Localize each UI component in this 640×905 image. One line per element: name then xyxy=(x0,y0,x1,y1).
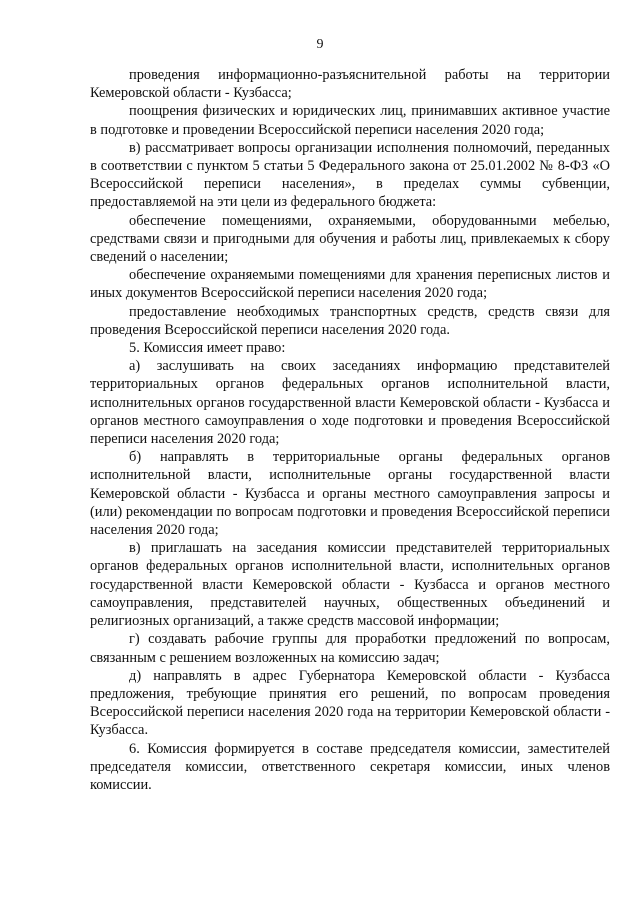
paragraph-section-6-composition: 6. Комиссия формируется в составе председателя комиссии, заместителей председателя комиссии, ответственного секретаря комиссии, иных членов комиссии. xyxy=(90,740,610,793)
paragraph-guarded-premises: обеспечение охраняемыми помещениями для хранения переписных листов и иных документов Всероссийской переписи населения 2020 года; xyxy=(90,267,610,302)
paragraph-information-work: проведения информационно-разъяснительной работы на территории Кемеровской области - Кузбасса; xyxy=(90,67,610,102)
paragraph-item-g-working-groups: г) создавать рабочие группы для проработки предложений по вопросам, связанным с решением возложенных на комиссию задач; xyxy=(90,631,610,666)
document-body xyxy=(90,66,610,794)
paragraph-section-5-heading: 5. Комиссия имеет право: xyxy=(129,340,286,357)
page-number: 9 xyxy=(316,37,324,52)
paragraph-item-a-hear: а) заслушивать на своих заседаниях информацию представителей территориальных органов федеральных органов исполнительной власти, исполнительных органов государственной власти Кемеровской области - Кузбасса и органов местного самоуправления о ходе подготовки и проведения Всероссийской переписи населения 2020 года; xyxy=(90,358,610,448)
paragraph-item-v-considers: в) рассматривает вопросы организации исполнения полномочий, переданных в соответствии с пунктом 5 статьи 5 Федерального закона от 25.01.2002 № 8-ФЗ «О Всероссийской переписи населения», в пределах суммы субвенции, предоставляемой на эти цели из федерального бюджета: xyxy=(90,139,610,211)
paragraph-item-b-send: б) направлять в территориальные органы федеральных органов исполнительной власти, исполнительные органы государственной власти Кемеровской области - Кузбасса и органы местного самоуправления запросы и (или) рекомендации по вопросам подготовки и проведения Всероссийской переписи населения 2020 года; xyxy=(90,449,610,539)
paragraph-premises-provision: обеспечение помещениями, охраняемыми, оборудованными мебелью, средствами связи и пригодными для обучения и работы лиц, привлекаемых к сбору сведений о населении; xyxy=(90,212,610,266)
paragraph-transport-provision: предоставление необходимых транспортных средств, средств связи для проведения Всероссийской переписи населения 2020 года. xyxy=(90,303,610,338)
paragraph-encouragement: поощрения физических и юридических лиц, принимавших активное участие в подготовке и проведении Всероссийской переписи населения 2020 года; xyxy=(90,103,610,138)
paragraph-item-v-invite: в) приглашать на заседания комиссии представителей территориальных органов федеральных органов исполнительной власти, исполнительных органов государственной власти Кемеровской области - Кузбасса и органов местного самоуправления, представителей научных, общественных объединений и религиозных организаций, а также средств массовой информации; xyxy=(90,540,610,630)
paragraph-item-d-governor: д) направлять в адрес Губернатора Кемеровской области - Кузбасса предложения, требующие принятия его решений, по вопросам проведения Всероссийской переписи населения 2020 года на территории Кемеровской области - Кузбасса. xyxy=(90,667,610,739)
